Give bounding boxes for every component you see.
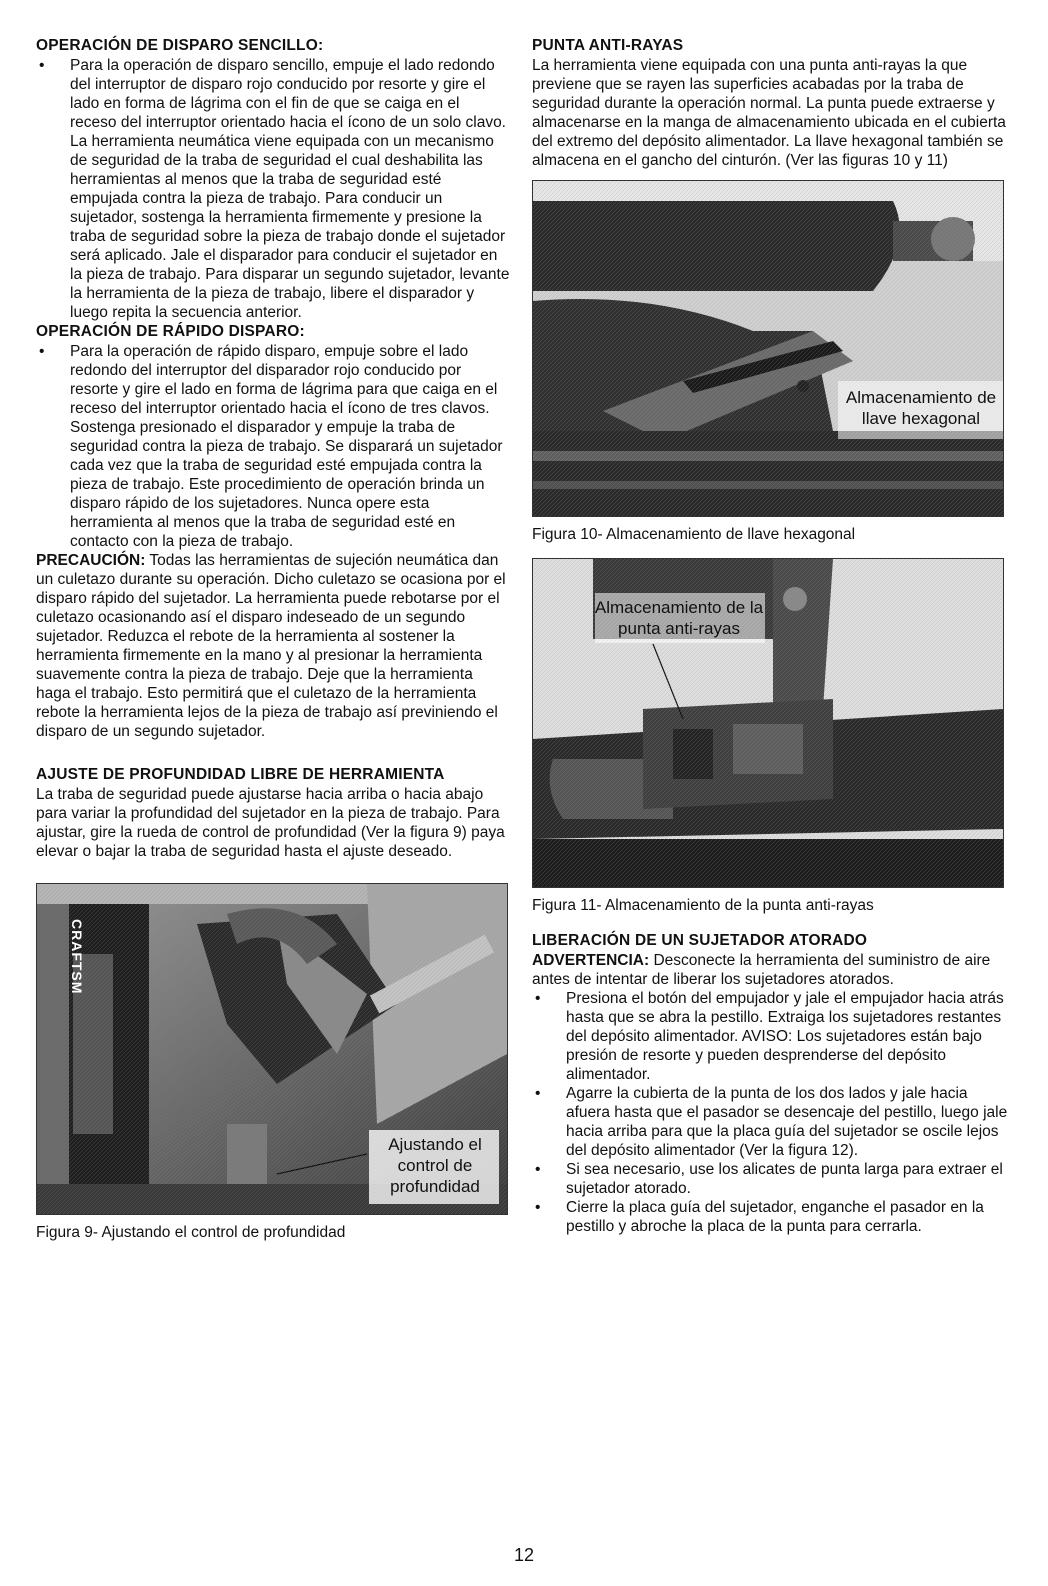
anti-mar-text: La herramienta viene equipada con una punta anti-rayas la que previene que se rayen las superficies acabadas por la traba de seguridad durante la operación normal. La punta puede extraerse y almacenarse en la manga de almacenamiento ubicada en el cubierta del extremo del depósito alimentador. La llave hexagonal también se almacena en el gancho del cinturón. (Ver las figuras 10 y 11) (532, 57, 1006, 169)
section-title-depth-adjust: AJUSTE DE PROFUNDIDAD LIBRE DE HERRAMIENTA (36, 766, 445, 783)
figure-10-callout: Almacenamiento de llave hexagonal (845, 388, 997, 428)
page-number: 12 (513, 1545, 535, 1565)
list-item (532, 989, 1010, 1084)
bullet-icon: • (535, 1161, 541, 1178)
jam-release-list (532, 989, 1010, 1236)
figure-11-caption: Figura 11- Almacenamiento de la punta anti-rayas (532, 897, 874, 914)
section-title-anti-mar: PUNTA ANTI-RAYAS (532, 37, 684, 54)
figure-10-caption: Figura 10- Almacenamiento de llave hexagonal (532, 526, 856, 543)
figure-9-caption: Figura 9- Ajustando el control de profundidad (36, 1224, 346, 1241)
jam-step-1: Presiona el botón del empujador y jale el empujador hacia atrás hasta que se abra la pestillo. Extraiga los sujetadores restantes del depósito alimentador. AVISO: Los sujetadores están bajo presión de resorte y pueden desprenderse del depósito alimentador. (566, 990, 1004, 1083)
section-title-jam-release: LIBERACIÓN DE UN SUJETADOR ATORADO (532, 932, 868, 949)
bullet-icon: • (39, 343, 45, 360)
jam-step-4: Cierre la placa guía del sujetador, enganche el pasador en la pestillo y abroche la placa de la punta para cerrarla. (566, 1199, 984, 1235)
left-column (36, 36, 510, 1242)
warning-paragraph (532, 951, 1010, 989)
caution-label: PRECAUCIÓN: (36, 552, 146, 569)
right-column (532, 36, 1010, 1236)
bullet-icon: • (535, 1199, 541, 1216)
section-title-single-fire: OPERACIÓN DE DISPARO SENCILLO: (36, 37, 324, 54)
single-fire-text: Para la operación de disparo sencillo, empuje el lado redondo del interruptor de disparo rojo conducido por resorte y gire el lado en forma de lágrima con el fin de que se caiga en el receso del interruptor orientado hacia el ícono de un solo clavo. La herramienta neumática viene equipada con un mecanismo de seguridad de la traba de seguridad el cual deshabilita las herramientas al menos que la traba de seguridad esté empujada contra la pieza de trabajo. Para conducir un sujetador, sostenga la herramienta firmemente y presione la traba de seguridad sobre la pieza de trabajo donde el sujetador será aplicado. Jale el disparador para conducir el sujetador en la pieza de trabajo. Para disparar un segundo sujetador, levante la herramienta de la pieza de trabajo, libere el disparador y luego repita la secuencia anterior. (70, 57, 510, 321)
list-item (532, 1084, 1010, 1160)
rapid-fire-text: Para la operación de rápido disparo, empuje sobre el lado redondo del interruptor del disparador rojo conducido por resorte y gire el lado en forma de lágrima para que caiga en el receso del interruptor orientado hacia el ícono de tres clavos. Sostenga presionado el disparador y empuje la traba de seguridad contra la pieza de trabajo. Se disparará un sujetador cada vez que la traba de seguridad esté empujada contra la pieza de trabajo. Este procedimiento de operación brinda un disparo rápido de los sujetadores. Nunca opere esta herramienta al menos que la traba de seguridad esté en contacto con la pieza de trabajo. (70, 343, 503, 550)
brand-label: CRAFTSM (69, 919, 85, 995)
rapid-fire-list (36, 342, 510, 551)
figure-9 (36, 883, 508, 1215)
figure-11-callout: Almacenamiento de la punta anti-rayas (594, 598, 764, 638)
figure-9-callout: Ajustando el control de profundidad (388, 1135, 482, 1196)
jam-step-3: Si sea necesario, use los alicates de punta larga para extraer el sujetador atorado. (566, 1161, 1003, 1197)
section-title-rapid-fire: OPERACIÓN DE RÁPIDO DISPARO: (36, 323, 305, 340)
list-item (36, 342, 510, 551)
bullet-icon: • (535, 1085, 541, 1102)
depth-adjust-text: La traba de seguridad puede ajustarse hacia arriba o hacia abajo para variar la profundidad del sujetador en la pieza de trabajo. Para ajustar, gire la rueda de control de profundidad (Ver la figura 9) paya elevar o bajar la traba de seguridad hasta el ajuste deseado. (36, 786, 505, 860)
list-item (36, 56, 510, 322)
caution-paragraph (36, 551, 510, 741)
list-item (532, 1160, 1010, 1198)
bullet-icon: • (535, 990, 541, 1007)
warning-text: Desconecte la herramienta del suministro de aire antes de intentar de liberar los sujetadores atorados. (532, 952, 991, 988)
list-item (532, 1198, 1010, 1236)
bullet-icon: • (39, 57, 45, 74)
single-fire-list (36, 56, 510, 322)
figure-10-photo (533, 181, 1003, 516)
figure-11 (532, 558, 1004, 888)
warning-label: ADVERTENCIA: (532, 952, 650, 969)
figure-10 (532, 180, 1004, 517)
caution-text: Todas las herramientas de sujeción neumática dan un culetazo durante su operación. Dicho culetazo se ocasiona por el disparo rápido del sujetador. La herramienta puede rebotarse por el culetazo ocasionando así el disparo indeseado de un segundo sujetador. Reduzca el rebote de la herramienta al sostener la herramienta firmemente en la mano y al presionar la herramienta suavemente contra la pieza de trabajo. Deje que la herramienta haga el trabajo. Esto permitirá que el culetazo de la herramienta rebote la herramienta lejos de la pieza de trabajo así previniendo el disparo de un segundo sujetador. (36, 552, 506, 740)
jam-step-2: Agarre la cubierta de la punta de los dos lados y jale hacia afuera hasta que el pasador se desencaje del pestillo, luego jale hacia arriba para que la placa guía del sujetador se oscile lejos del depósito alimentador (Ver la figura 12). (566, 1085, 1008, 1159)
